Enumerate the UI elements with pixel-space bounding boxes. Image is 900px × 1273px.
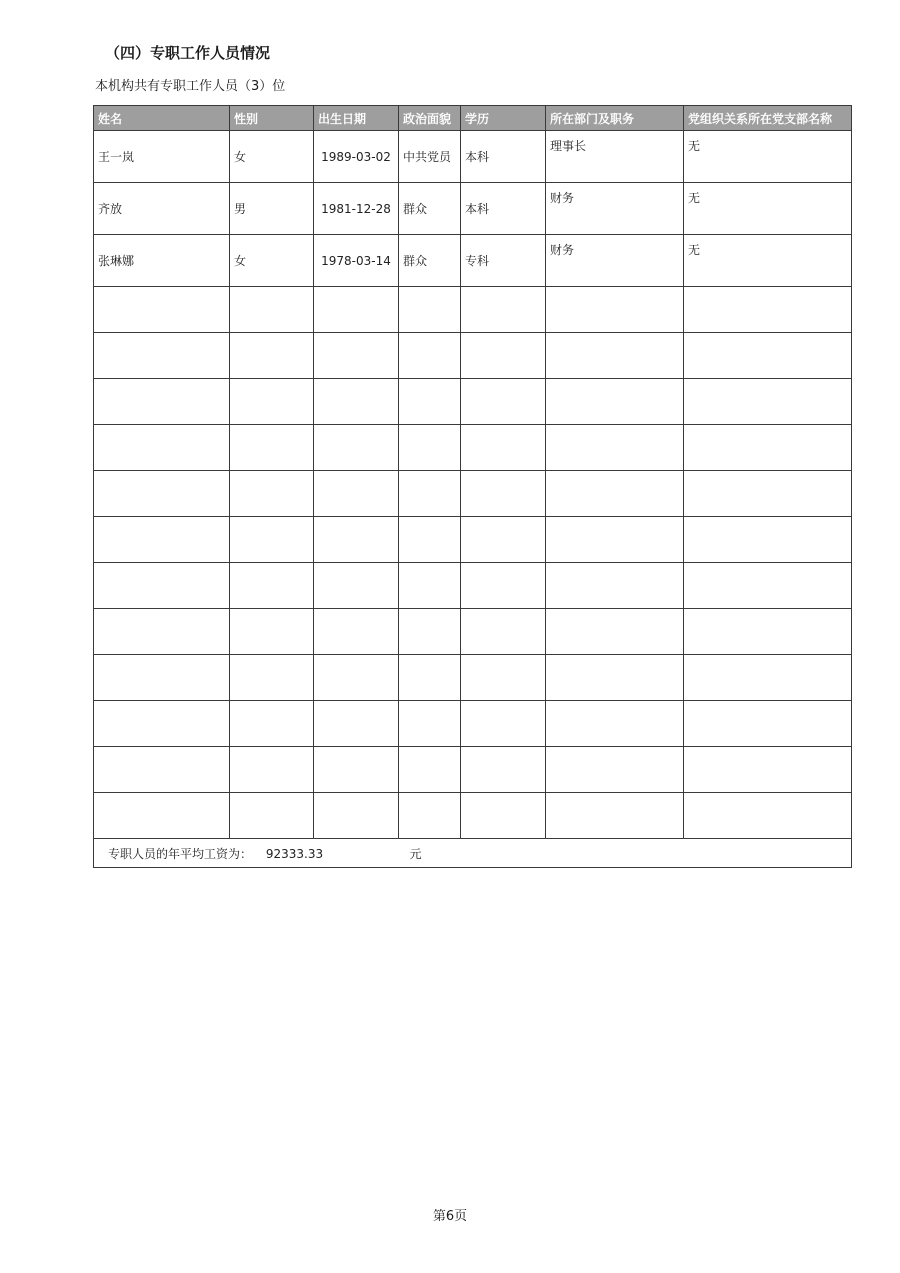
empty-cell [399,517,461,563]
empty-cell [94,701,230,747]
empty-cell [314,793,399,839]
cell-name: 王一岚 [94,131,230,183]
header-gender: 性别 [230,106,314,131]
empty-cell [461,425,546,471]
empty-cell [684,287,852,333]
empty-cell [399,747,461,793]
empty-cell [314,609,399,655]
header-name: 姓名 [94,106,230,131]
empty-table-row [94,793,852,839]
cell-name: 张琳娜 [94,235,230,287]
empty-cell [546,609,684,655]
empty-cell [546,379,684,425]
empty-cell [94,379,230,425]
empty-table-row [94,655,852,701]
empty-cell [399,609,461,655]
empty-cell [684,425,852,471]
empty-cell [546,701,684,747]
header-party-branch: 党组织关系所在党支部名称 [684,106,852,131]
cell-education: 本科 [461,183,546,235]
empty-cell [94,609,230,655]
empty-cell [230,471,314,517]
section-title: （四）专职工作人员情况 [105,44,271,62]
empty-table-row [94,563,852,609]
empty-cell [230,425,314,471]
empty-cell [314,333,399,379]
empty-cell [230,333,314,379]
empty-cell [546,563,684,609]
empty-table-row [94,747,852,793]
header-political-status: 政治面貌 [399,106,461,131]
cell-party-branch: 无 [684,183,852,235]
empty-cell [684,379,852,425]
empty-cell [94,747,230,793]
cell-birth-date: 1978-03-14 [314,235,399,287]
empty-cell [399,471,461,517]
cell-name: 齐放 [94,183,230,235]
empty-cell [684,793,852,839]
empty-cell [94,793,230,839]
staff-table [93,105,852,868]
empty-cell [461,747,546,793]
cell-department-position: 理事长 [546,131,684,183]
empty-cell [314,287,399,333]
empty-table-row [94,333,852,379]
header-education: 学历 [461,106,546,131]
empty-cell [546,655,684,701]
empty-cell [314,701,399,747]
empty-cell [230,517,314,563]
staff-count-text: 本机构共有专职工作人员（3）位 [95,79,286,94]
empty-cell [461,563,546,609]
empty-cell [314,517,399,563]
empty-cell [546,425,684,471]
empty-cell [94,655,230,701]
empty-cell [684,747,852,793]
cell-department-position: 财务 [546,235,684,287]
empty-cell [461,793,546,839]
salary-value: 92333.33 [265,846,324,861]
cell-gender: 女 [230,235,314,287]
empty-cell [546,471,684,517]
empty-cell [94,425,230,471]
cell-birth-date: 1981-12-28 [314,183,399,235]
empty-cell [230,793,314,839]
empty-cell [314,747,399,793]
empty-cell [399,287,461,333]
empty-cell [94,471,230,517]
empty-cell [684,563,852,609]
empty-cell [230,609,314,655]
empty-cell [314,655,399,701]
empty-table-row [94,425,852,471]
empty-cell [230,747,314,793]
cell-party-branch: 无 [684,131,852,183]
empty-cell [684,701,852,747]
empty-cell [684,609,852,655]
empty-cell [461,333,546,379]
empty-cell [314,471,399,517]
empty-cell [461,655,546,701]
salary-label: 专职人员的年平均工资为： [108,846,253,861]
table-row [94,183,852,235]
empty-cell [94,333,230,379]
empty-cell [399,701,461,747]
empty-cell [314,425,399,471]
table-header-row [94,106,852,131]
empty-cell [399,793,461,839]
empty-cell [461,287,546,333]
empty-cell [399,379,461,425]
header-department-position: 所在部门及职务 [546,106,684,131]
table-row [94,235,852,287]
cell-gender: 女 [230,131,314,183]
empty-cell [546,287,684,333]
empty-cell [684,471,852,517]
empty-cell [461,609,546,655]
empty-cell [94,287,230,333]
empty-cell [230,655,314,701]
table-row [94,131,852,183]
empty-table-row [94,287,852,333]
empty-table-row [94,609,852,655]
empty-table-row [94,471,852,517]
empty-cell [399,333,461,379]
salary-summary-cell [94,839,852,868]
cell-gender: 男 [230,183,314,235]
salary-unit: 元 [409,846,422,861]
empty-cell [399,563,461,609]
empty-cell [230,379,314,425]
empty-cell [314,379,399,425]
empty-cell [230,701,314,747]
cell-department-position: 财务 [546,183,684,235]
cell-political-status: 中共党员 [399,131,461,183]
header-birth-date: 出生日期 [314,106,399,131]
empty-table-row [94,379,852,425]
cell-political-status: 群众 [399,235,461,287]
cell-education: 专科 [461,235,546,287]
empty-cell [546,333,684,379]
empty-cell [94,563,230,609]
empty-cell [546,517,684,563]
cell-birth-date: 1989-03-02 [314,131,399,183]
empty-cell [461,701,546,747]
empty-cell [461,471,546,517]
empty-cell [461,379,546,425]
empty-table-row [94,701,852,747]
page-number: 第6页 [432,1209,468,1224]
empty-cell [461,517,546,563]
empty-cell [230,563,314,609]
empty-cell [399,425,461,471]
empty-cell [684,517,852,563]
empty-table-row [94,517,852,563]
empty-cell [684,333,852,379]
empty-cell [684,655,852,701]
cell-political-status: 群众 [399,183,461,235]
empty-cell [546,793,684,839]
empty-cell [94,517,230,563]
empty-cell [314,563,399,609]
empty-cell [230,287,314,333]
cell-education: 本科 [461,131,546,183]
empty-cell [399,655,461,701]
empty-cell [546,747,684,793]
salary-summary-row [94,839,852,868]
cell-party-branch: 无 [684,235,852,287]
